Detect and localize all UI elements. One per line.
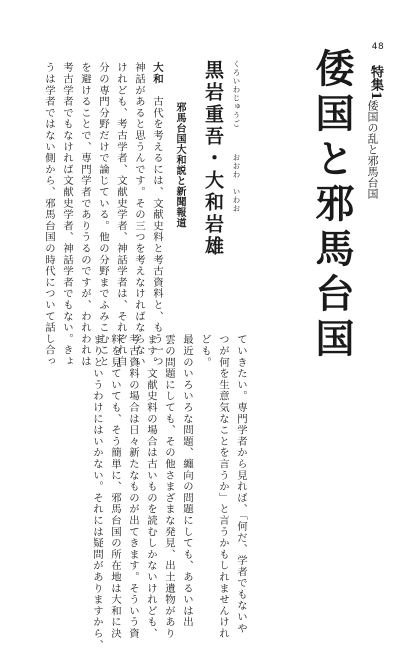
author-names: 黒岩重吾・大和岩雄 [202,60,224,258]
body-line: うは学者ではない側から、邪馬台国の時代について話し合っ [43,62,55,368]
body-text-lower [37,334,247,650]
article-title: 倭国と邪馬台国 [309,48,354,363]
body-line: ます。文献史料の場合は古いものを読むしかないけれども、 [145,334,157,640]
body-line: 雲の問題にしても、その他さまざまな発見、出土遺物があり [163,334,175,640]
body-line: けれども、考古学者、文献史学者、神話学者は、それぞれ自 [115,62,127,368]
feature-subtitle: 倭国の乱と邪馬台国 [366,100,379,199]
author-byline [198,60,244,270]
body-text-upper [37,62,163,368]
body-line: ども。 [199,334,211,368]
body-line: まりというわけにはいかない。それには疑問がありますから、 [91,334,103,650]
body-line: 大和 古代を考えるには、文献史料と考古資料と、もう一つ [151,62,163,368]
body-line: 分の専門分野だけで論じている。他の分野までふみこむこと [97,62,109,368]
speaker-label: 大和 [151,62,163,85]
body-line: 最近のいろいろな問題、纏向の問題にしても、あるいは出 [181,334,193,628]
body-line: 神話があると思うんです。その三つを考えなければならない [133,62,145,368]
author-furigana: くろいわじゅうご おおわ いわお [232,60,241,213]
page-number: 48 [371,42,385,52]
body-line: を避けることで、専門学者でありうるのですが、われわれは [79,62,91,368]
section-heading: 邪馬台国大和説と新聞報道 [174,102,185,228]
body-line: 考古学者でもなければ文献史学者、神話学者でもない。きょ [61,62,73,368]
body-line: 料を見ていても、そう簡単に、邪馬台国の所在地は大和に決 [109,334,121,640]
body-line: ていきたい。専門学者から見れば、「何だ、学者でもないや [235,334,247,634]
body-line: つが何を生意気なことを言うか」と言うかもしれませんけれ [217,334,229,640]
feature-label: 特集1 [368,65,383,101]
body-line: 考古資料の場合は日々新たなものが出てきます。そういう資 [127,334,139,640]
